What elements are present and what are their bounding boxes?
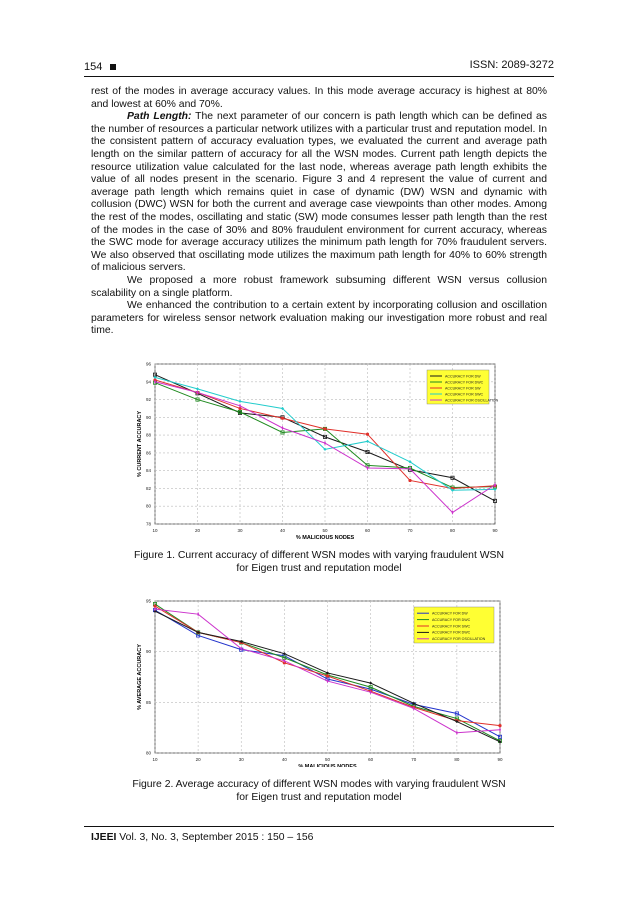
page-number: 154 xyxy=(84,61,103,73)
y-tick-label: 90 xyxy=(145,414,151,420)
data-point xyxy=(494,483,495,486)
data-point xyxy=(323,427,326,430)
path-length-heading: Path Length: xyxy=(127,111,192,123)
data-point xyxy=(324,442,325,445)
legend-label: ACCURACY FOR SW xyxy=(445,386,481,391)
x-tick-label: 50 xyxy=(324,757,331,762)
data-point xyxy=(367,466,368,469)
legend-label: ACCURACY FOR SWC xyxy=(432,624,471,629)
y-tick-label: 88 xyxy=(145,432,151,438)
figure-1-chart xyxy=(125,360,520,540)
footer-rule xyxy=(84,826,554,827)
data-point xyxy=(499,728,500,731)
page-footer xyxy=(91,832,313,843)
legend-label: ACCURACY FOR DW xyxy=(432,611,468,616)
data-point xyxy=(154,608,155,611)
y-axis-label: % CURRENT ACCURACY xyxy=(137,410,143,478)
issn: ISSN: 2089-3272 xyxy=(469,59,554,71)
data-point xyxy=(327,679,328,682)
figure-2-caption xyxy=(91,779,547,804)
y-tick-label: 84 xyxy=(145,468,151,474)
data-point xyxy=(284,659,285,662)
data-point xyxy=(408,479,411,482)
header-rule xyxy=(84,76,554,77)
figure-2-chart xyxy=(125,597,520,767)
x-axis-label: % MALICIOUS NODES xyxy=(298,764,357,767)
x-tick-label: 70 xyxy=(407,528,413,533)
x-tick-label: 50 xyxy=(322,528,328,533)
x-tick-label: 20 xyxy=(194,528,201,533)
x-tick-label: 90 xyxy=(492,528,498,533)
paragraph-4: We enhanced the contribution to a certain extent by incorporating collusion and oscillation parameters for wireless sensor network evaluation making our investigation more robust and real time. xyxy=(91,300,547,337)
y-axis-label: % AVERAGE ACCURACY xyxy=(137,644,143,710)
data-point xyxy=(154,380,155,383)
x-axis-label: % MALICIOUS NODES xyxy=(295,535,355,540)
paragraph-1: rest of the modes in average accuracy values. In this mode average accuracy is highest at 80% and lowest at 60% and 70%. xyxy=(91,86,547,110)
y-tick-label: 90 xyxy=(145,649,151,655)
x-tick-label: 80 xyxy=(454,757,460,762)
paragraph-2-text: The next parameter of our concern is path length which can be defined as the number of resources a particular network utilizes with a particular trust and reputation model. In the consistent pattern of accuracy evaluation types, we evaluated the current and average path length on the similar pattern of accuracy for all the WSN modes. Current path length depicts the resource utilization value calculated for the last node, whereas average path length exhibits the value of all nodes present in the scenario. Figure 3 and 4 represent the value of current and average path length which remains quiet in case of dynamic (DW) WSN and dynamic with collusion (DWC) WSN for both the current and average case viewpoints than other modes. Among the rest of the modes, oscillating and static (SW) mode consumes lesser path length than the rest of the modes in the case of 30% and 80% fraudulent environment for current accuracy, whereas the SWC mode for average accuracy utilizes the minimum path length for 70% fraudulent servers. We also observed that oscillating mode utilizes the maximum path length for 40% to 60% strength of malicious servers. xyxy=(91,111,547,274)
y-tick-label: 96 xyxy=(145,361,151,367)
data-point xyxy=(281,417,284,420)
journal-name: IJEEI xyxy=(91,832,117,843)
y-tick-label: 80 xyxy=(145,750,151,756)
y-tick-label: 94 xyxy=(145,379,151,385)
paragraph-2 xyxy=(91,111,547,275)
square-bullet-icon xyxy=(110,64,116,70)
data-point xyxy=(498,724,501,727)
data-point xyxy=(452,511,453,514)
x-tick-label: 70 xyxy=(411,757,417,762)
body-text xyxy=(91,86,547,338)
data-point xyxy=(370,691,371,694)
data-point xyxy=(413,707,414,710)
data-point xyxy=(409,467,410,470)
x-tick-label: 80 xyxy=(449,528,456,533)
paragraph-3: We proposed a more robust framework subsuming different WSN versus collusion scalability on a single platform. xyxy=(91,274,547,299)
data-point xyxy=(282,426,283,429)
figure-2-caption-line-2: for Eigen trust and reputation model xyxy=(236,791,402,803)
page-header xyxy=(84,59,554,75)
data-point xyxy=(197,613,198,616)
figure-1-caption-line-1: Figure 1. Current accuracy of different WSN modes with varying fraudulent WSN xyxy=(134,550,504,561)
legend-label: ACCURACY FOR DW xyxy=(445,374,481,379)
x-tick-label: 90 xyxy=(497,757,503,762)
y-tick-label: 92 xyxy=(145,397,151,403)
x-tick-label: 40 xyxy=(281,757,287,762)
x-tick-label: 40 xyxy=(279,528,286,533)
data-point xyxy=(366,433,369,436)
data-point xyxy=(197,391,198,394)
legend-label: ACCURACY FOR DWC xyxy=(445,380,484,385)
x-tick-label: 30 xyxy=(237,528,243,533)
figure-1-caption-line-2: for Eigen trust and reputation model xyxy=(236,562,402,574)
data-point xyxy=(239,404,240,407)
x-tick-label: 10 xyxy=(152,528,158,533)
y-tick-label: 82 xyxy=(145,485,151,491)
y-tick-label: 78 xyxy=(145,521,151,527)
x-tick-label: 10 xyxy=(152,757,158,762)
y-tick-label: 80 xyxy=(145,503,151,509)
data-point xyxy=(326,674,329,677)
data-point xyxy=(456,731,457,734)
figure-1-caption xyxy=(91,550,547,575)
y-tick-label: 86 xyxy=(145,450,151,456)
legend-label: ACCURACY FOR OSCILLATION xyxy=(432,637,486,642)
legend-label: ACCURACY FOR OSCILLATION xyxy=(445,398,499,403)
x-tick-label: 60 xyxy=(368,757,374,762)
data-point xyxy=(241,647,242,650)
y-tick-label: 95 xyxy=(145,598,151,604)
x-tick-label: 30 xyxy=(238,757,244,762)
legend-label: ACCURACY FOR DWC xyxy=(432,617,471,622)
x-tick-label: 60 xyxy=(364,528,371,533)
legend-label: ACCURACY FOR SWC xyxy=(445,392,484,397)
x-tick-label: 20 xyxy=(195,757,201,762)
figure-2-caption-line-1: Figure 2. Average accuracy of different WSN modes with varying fraudulent WSN xyxy=(132,779,506,790)
citation: Vol. 3, No. 3, September 2015 : 150 – 156 xyxy=(116,832,314,843)
legend-label: ACCURACY FOR DWC xyxy=(432,630,471,635)
y-tick-label: 85 xyxy=(145,699,151,705)
